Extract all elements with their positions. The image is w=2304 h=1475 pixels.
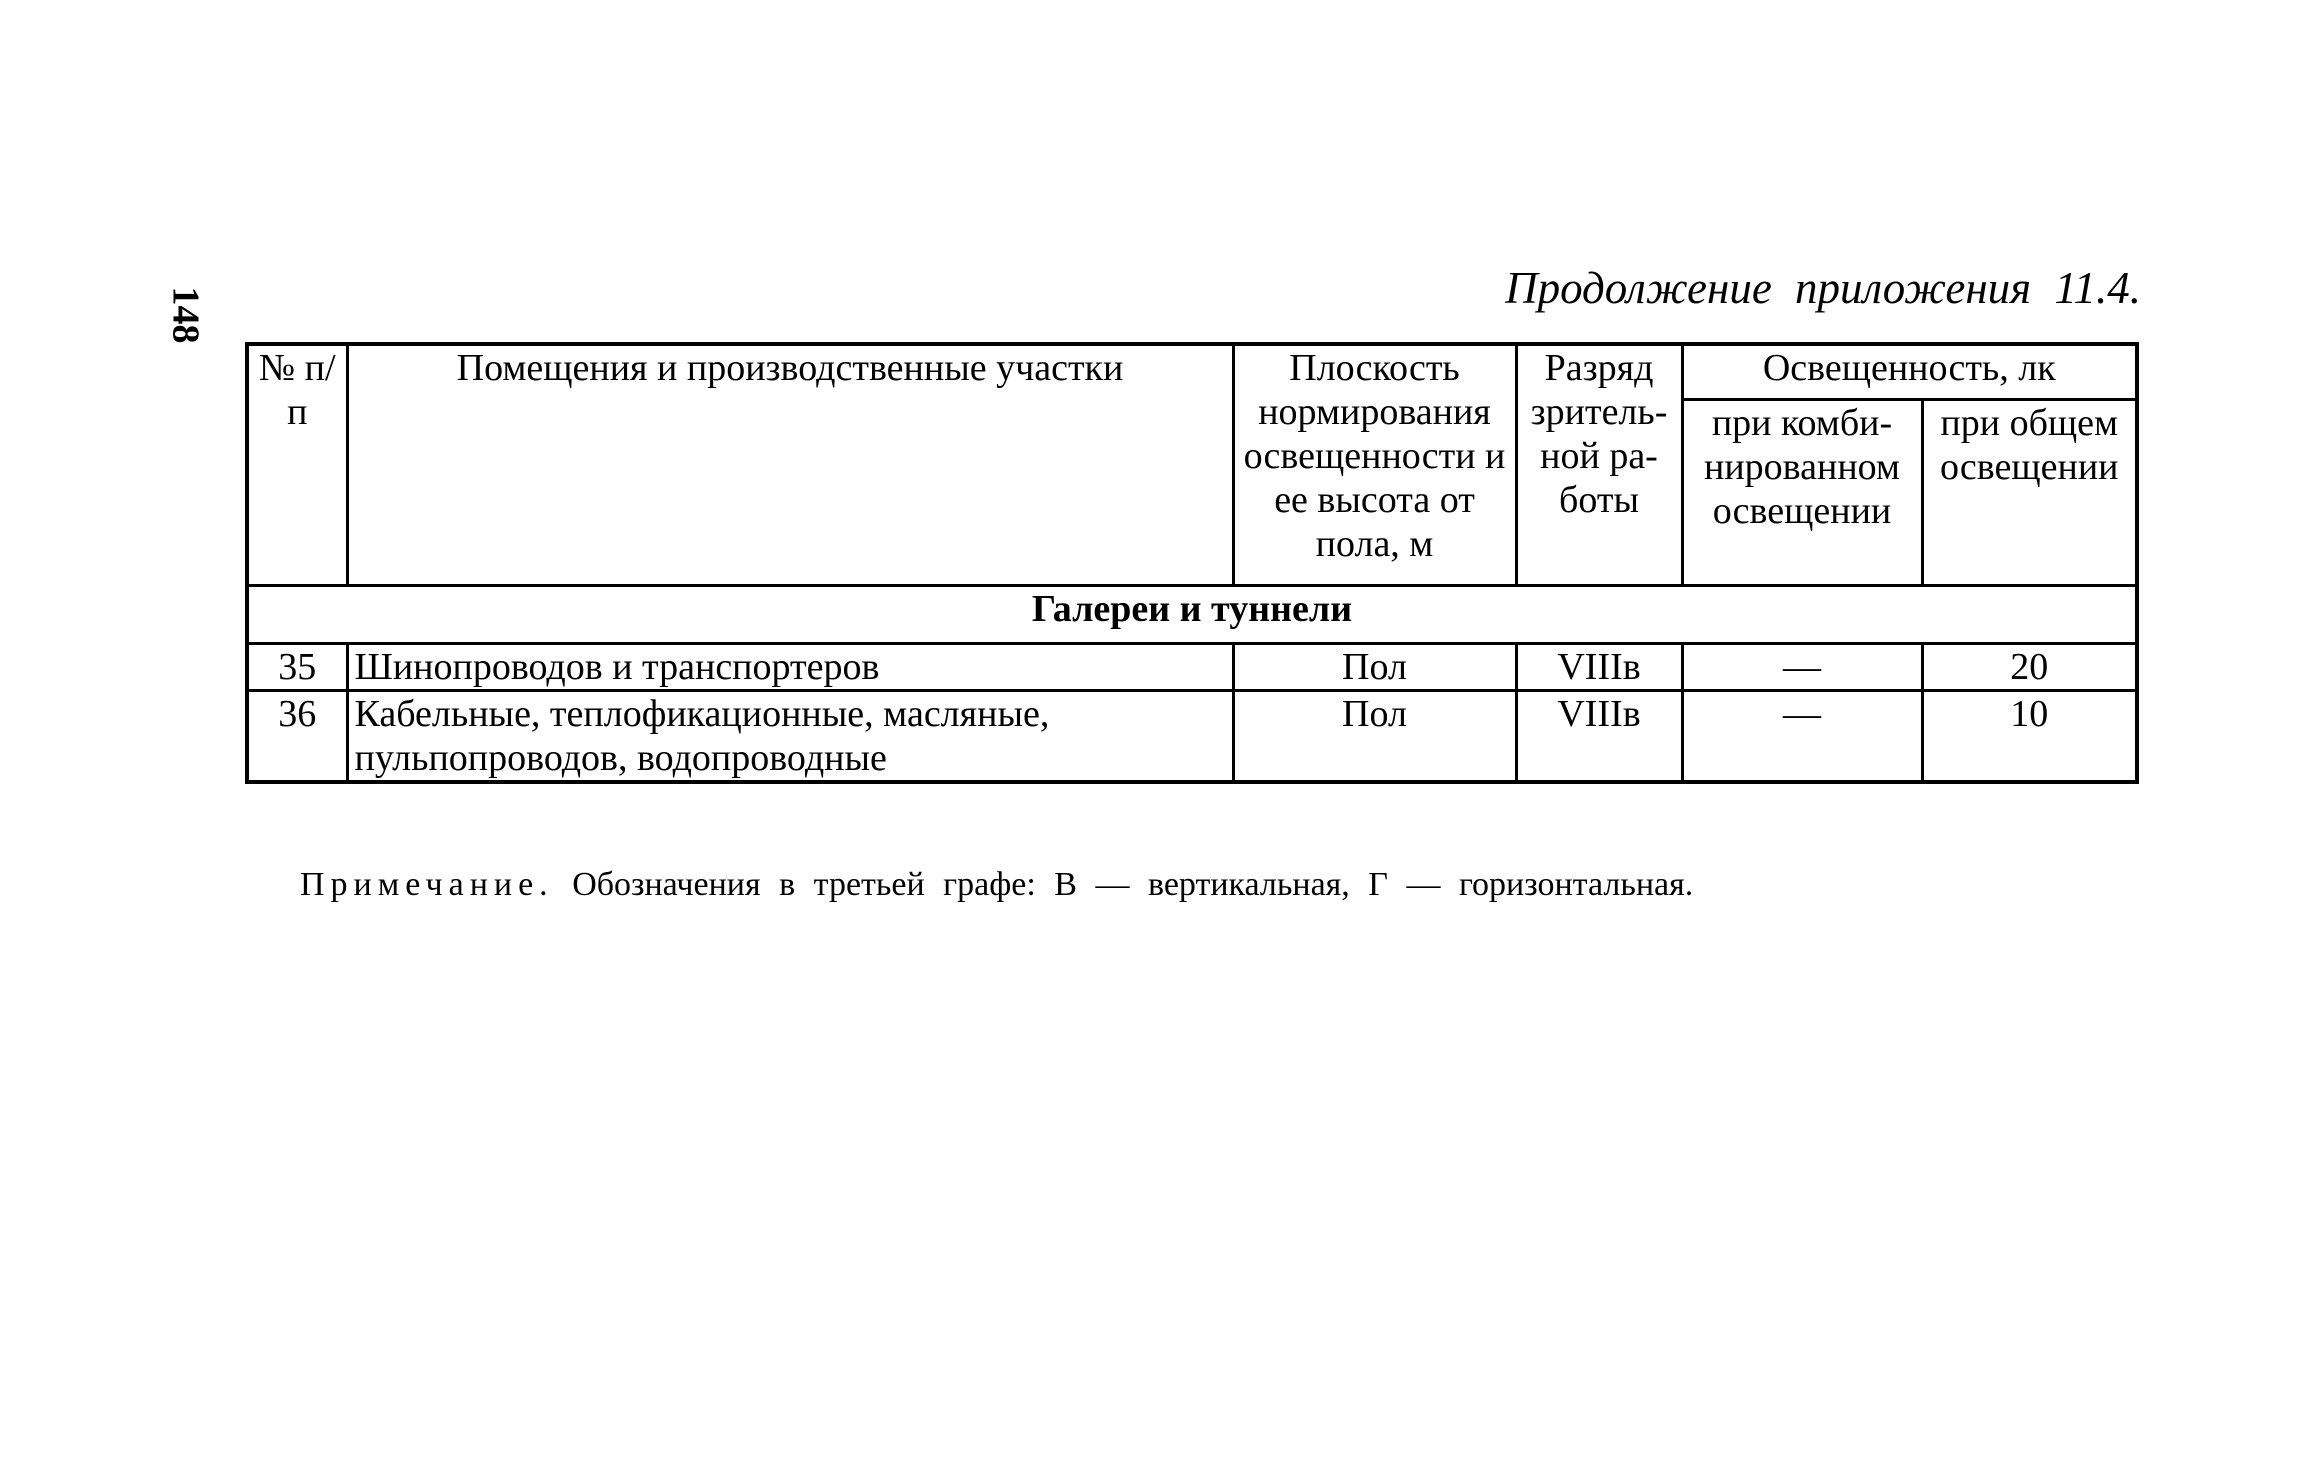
row-combined: — bbox=[1682, 691, 1922, 783]
row-grade: VIIIв bbox=[1516, 644, 1682, 691]
header-general: при общем освещении bbox=[1922, 400, 2137, 586]
header-num: № п/п bbox=[247, 344, 347, 586]
row-combined: — bbox=[1682, 644, 1922, 691]
note-text: Обозначения в третьей графе: В — вертикальная, Г — горизонтальная. bbox=[572, 866, 1694, 903]
row-general: 10 bbox=[1922, 691, 2137, 783]
table-row bbox=[247, 691, 2137, 783]
row-name: Шинопроводов и транспортеров bbox=[347, 644, 1233, 691]
header-combined: при комби-нированном освещении bbox=[1682, 400, 1922, 586]
header-rooms: Помещения и производственные участки bbox=[347, 344, 1233, 586]
row-plane: Пол bbox=[1233, 691, 1516, 783]
row-num: 35 bbox=[247, 644, 347, 691]
row-name: Кабельные, теплофикационные, масляные, пульпопроводов, водопроводные bbox=[347, 691, 1233, 783]
illumination-norms-table bbox=[245, 342, 2139, 784]
row-grade: VIIIв bbox=[1516, 691, 1682, 783]
page-number bbox=[155, 270, 215, 360]
row-general: 20 bbox=[1922, 644, 2137, 691]
note-label: Примечание. bbox=[300, 866, 554, 903]
page-number-text: 148 bbox=[164, 286, 206, 344]
note bbox=[300, 866, 1693, 904]
header-plane: Плоскость нормирования освещенности и ее высота от пола, м bbox=[1233, 344, 1516, 586]
row-num: 36 bbox=[247, 691, 347, 783]
continuation-title: Продолжение приложения 11.4. bbox=[1505, 263, 2141, 313]
table-row bbox=[247, 644, 2137, 691]
section-title: Галереи и туннели bbox=[247, 586, 2137, 644]
row-plane: Пол bbox=[1233, 644, 1516, 691]
header-grade: Разряд зритель-ной ра-боты bbox=[1516, 344, 1682, 586]
header-illuminance: Освещенность, лк bbox=[1682, 344, 2137, 400]
